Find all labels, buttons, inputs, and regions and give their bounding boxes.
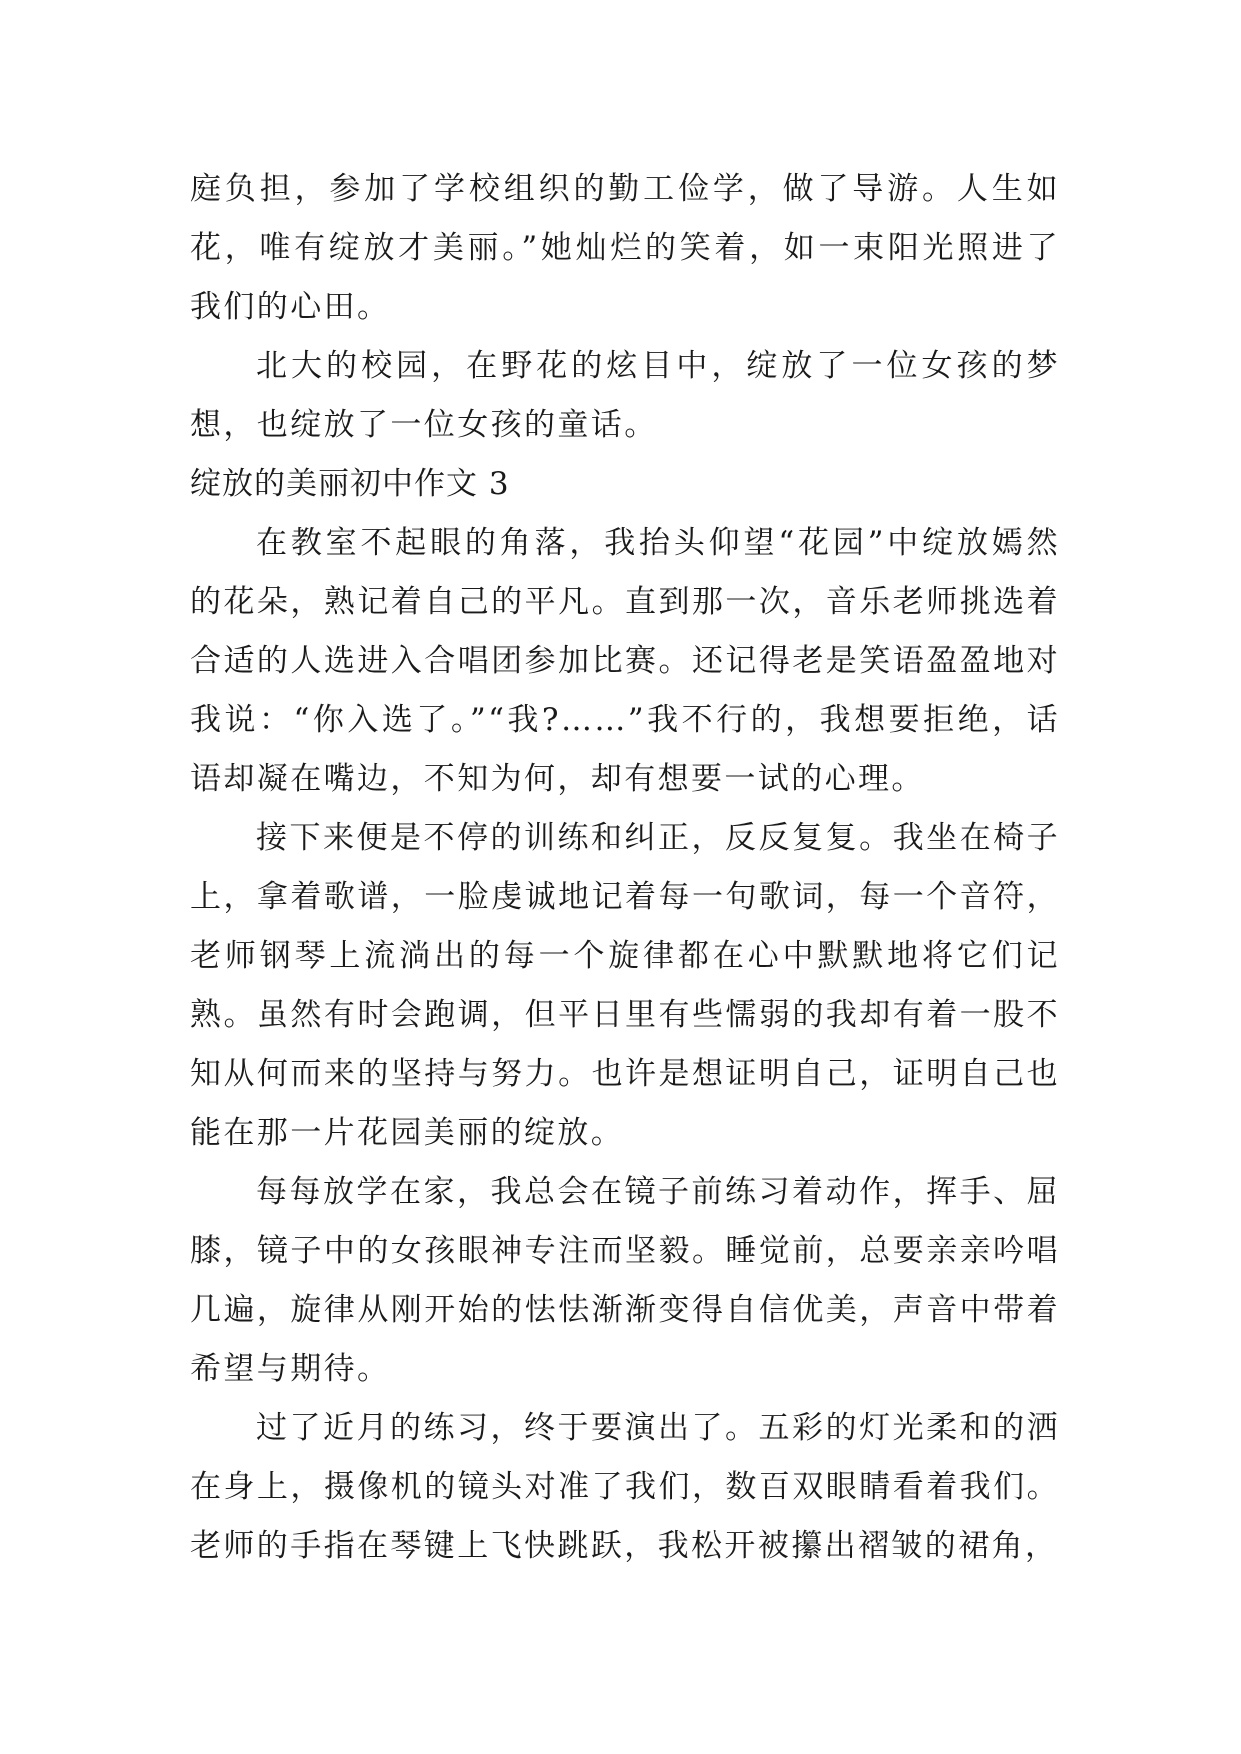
paragraph-performance: 过了近月的练习，终于要演出了。五彩的灯光柔和的洒在身上，摄像机的镜头对准了我们，数百双眼睛看着我们。老师的手指在琴键上飞快跳跃，我松开被攥出褶皱的裙角， <box>190 1410 1060 1564</box>
paragraph-mirror-practice: 每每放学在家，我总会在镜子前练习着动作，挥手、屈膝，镜子中的女孩眼神专注而坚毅。睡觉前，总要亲亲吟唱几遍，旋律从刚开始的怯怯渐渐变得自信优美，声音中带着希望与期待。 <box>190 1174 1060 1387</box>
paragraph-classroom-corner: 在教室不起眼的角落，我抬头仰望“花园”中绽放嫣然的花朵，熟记着自己的平凡。直到那一次，音乐老师挑选着合适的人选进入合唱团参加比赛。还记得老是笑语盈盈地对我说：“你入选了。”“我?……”我不行的，我想要拒绝，话语却凝在嘴边，不知为何，却有想要一试的心理。 <box>190 525 1060 797</box>
document-body <box>190 160 1060 1576</box>
paragraph-peking-university: 北大的校园，在野花的炫目中，绽放了一位女孩的梦想，也绽放了一位女孩的童话。 <box>190 348 1060 443</box>
section-title: 绽放的美丽初中作文 3 <box>190 466 510 502</box>
paragraph-training: 接下来便是不停的训练和纠正，反反复复。我坐在椅子上，拿着歌谱，一脸虔诚地记着每一句歌词，每一个音符，老师钢琴上流淌出的每一个旋律都在心中默默地将它们记熟。虽然有时会跑调，但平日里有些懦弱的我却有着一股不知从何而来的坚持与努力。也许是想证明自己，证明自己也能在那一片花园美丽的绽放。 <box>190 820 1060 1151</box>
paragraph-continued: 庭负担，参加了学校组织的勤工俭学，做了导游。人生如花，唯有绽放才美丽。”她灿烂的笑着，如一束阳光照进了我们的心田。 <box>190 171 1060 325</box>
